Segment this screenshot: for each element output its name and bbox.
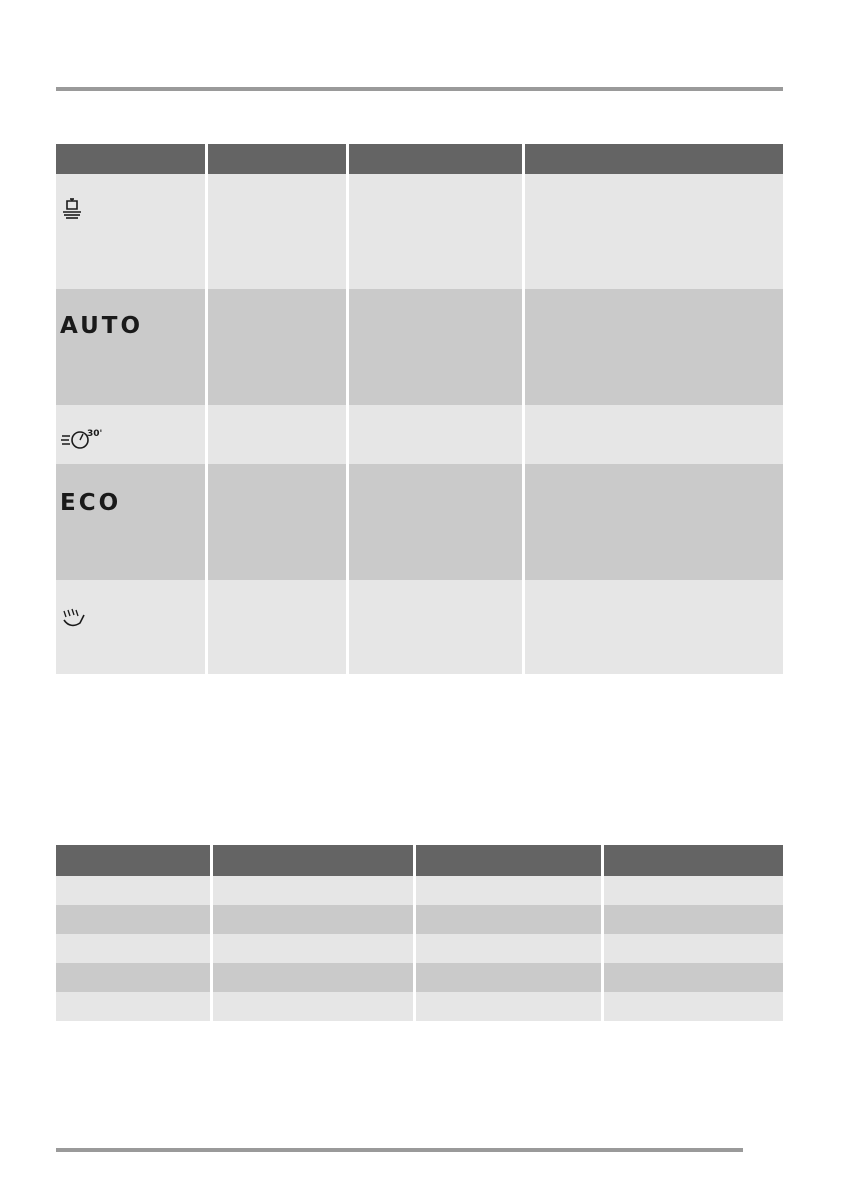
programme-cell [56, 580, 205, 674]
table-cell [416, 992, 601, 1021]
programme-cell [56, 289, 205, 405]
header-cell-degree-of-soil [208, 144, 347, 174]
table-cell [213, 876, 414, 905]
header-cell [604, 845, 783, 876]
header-cell [416, 845, 601, 876]
table-cell [416, 905, 601, 934]
programme-table-header [56, 144, 783, 174]
header-cell-programme [56, 144, 205, 174]
table-row [56, 580, 783, 674]
table-cell [208, 289, 347, 405]
table-cell [416, 934, 601, 963]
table-cell [525, 289, 783, 405]
header-cell-programme-description [349, 144, 522, 174]
table-cell [349, 580, 522, 674]
programme-cell [56, 405, 205, 464]
table-row [56, 963, 783, 992]
table-cell [56, 905, 210, 934]
auto-programme-icon: AUTO [60, 313, 144, 339]
table-cell [525, 464, 783, 580]
table-cell [604, 876, 783, 905]
table-cell [416, 876, 601, 905]
table-cell [56, 992, 210, 1021]
table-row [56, 992, 783, 1021]
pots-and-pans-icon [60, 196, 84, 225]
table-cell [213, 934, 414, 963]
table-cell [349, 289, 522, 405]
table-row [56, 464, 783, 580]
table-cell [213, 905, 414, 934]
top-rule [56, 87, 783, 91]
table-row [56, 905, 783, 934]
table-cell [525, 580, 783, 674]
table-cell [56, 963, 210, 992]
table-row [56, 876, 783, 905]
table-cell [349, 405, 522, 464]
table-cell [213, 992, 414, 1021]
header-cell [213, 845, 414, 876]
table-cell [604, 934, 783, 963]
table-cell [416, 963, 601, 992]
header-cell [56, 845, 210, 876]
consumption-table [53, 845, 786, 1021]
table-cell [56, 934, 210, 963]
table-row [56, 934, 783, 963]
consumption-table-header [56, 845, 783, 876]
bottom-rule [56, 1148, 743, 1152]
programme-cell [56, 464, 205, 580]
table-cell [525, 174, 783, 289]
table-row [56, 405, 783, 464]
eco-programme-icon: ECO [60, 490, 122, 516]
table-cell [349, 464, 522, 580]
header-cell-options [525, 144, 783, 174]
table-cell [213, 963, 414, 992]
programme-table [53, 144, 786, 674]
table-cell [208, 405, 347, 464]
table-cell [208, 580, 347, 674]
rinse-hold-icon [60, 607, 90, 636]
table-row [56, 289, 783, 405]
table-cell [56, 876, 210, 905]
table-cell [208, 464, 347, 580]
table-row [56, 174, 783, 289]
table-cell [525, 405, 783, 464]
svg-text:30': 30' [87, 429, 103, 439]
table-cell [349, 174, 522, 289]
quick-30-minute-icon [60, 427, 104, 456]
table-cell [604, 992, 783, 1021]
table-cell [604, 963, 783, 992]
programme-cell [56, 174, 205, 289]
table-cell [208, 174, 347, 289]
table-cell [604, 905, 783, 934]
